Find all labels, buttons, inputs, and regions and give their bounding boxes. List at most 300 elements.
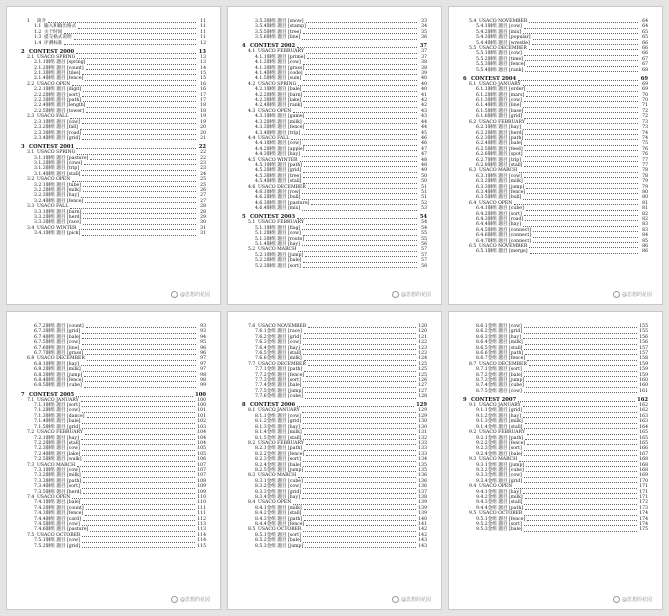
toc-entry-title: 铜组 题目 [cow] bbox=[45, 446, 80, 452]
toc-dot-leader bbox=[303, 417, 416, 418]
toc-dot-leader bbox=[303, 493, 416, 494]
toc-entry-title: USACO JANUARY bbox=[258, 408, 300, 414]
toc-entry-number: 6.2.4 bbox=[476, 141, 488, 147]
toc-entry-title: 铜组 题目 [count] bbox=[45, 505, 84, 511]
toc-entry-title: 铜组 题目 [grass] bbox=[45, 351, 84, 357]
toc-entry-title: 金组 题目 [fence] bbox=[487, 440, 526, 446]
toc-entry-page-number: 77 bbox=[642, 162, 648, 168]
toc-dot-leader bbox=[308, 327, 416, 328]
toc-dot-leader bbox=[525, 344, 638, 345]
toc-dot-leader bbox=[83, 101, 196, 102]
toc-dot-leader bbox=[70, 208, 196, 209]
toc-entry-title: 铜组 题目 [milk] bbox=[266, 119, 302, 125]
toc-entry-title: 铜组 题目 [bale] bbox=[487, 141, 523, 147]
toc-dot-leader bbox=[525, 423, 638, 424]
toc-entry-title: 铜组 题目 [connect] bbox=[487, 233, 531, 239]
toc-dot-leader bbox=[83, 477, 196, 478]
toc-dot-leader bbox=[303, 387, 416, 388]
toc-dot-leader bbox=[303, 101, 417, 102]
toc-entry-number: 7.5.2 bbox=[34, 543, 46, 549]
toc-entry-title: USACO MARCH bbox=[479, 168, 518, 174]
toc-entry-number: 8.4.4 bbox=[255, 522, 267, 528]
toc-dot-leader bbox=[524, 28, 638, 29]
toc-dot-leader bbox=[527, 434, 637, 435]
toc-entry-number: 9.4.2 bbox=[476, 494, 488, 500]
toc-entry-title: 铜组 题目 [route] bbox=[266, 236, 305, 242]
toc-dot-leader bbox=[85, 515, 195, 516]
toc-entry-page-number: 78 bbox=[642, 173, 648, 179]
toc-entry-page-number: 20 bbox=[200, 130, 206, 136]
toc-entry-page-number: 72 bbox=[642, 108, 648, 114]
toc-dot-leader bbox=[311, 204, 417, 205]
toc-entry-page-number: 20 bbox=[200, 125, 206, 131]
toc-subsection-entry[interactable] bbox=[242, 206, 427, 211]
toc-entry-number: 8 bbox=[242, 402, 246, 409]
toc-entry-title: 铜组 题目 [sort] bbox=[45, 484, 80, 490]
toc-entry-page-number: 16 bbox=[200, 81, 206, 87]
toc-entry-page-number: 69 bbox=[642, 87, 648, 93]
toc-entry-title: 铜组 题目 [merge] bbox=[487, 249, 528, 255]
toc-entry-page-number: 160 bbox=[639, 383, 648, 389]
toc-entry-number: 7.6 bbox=[248, 324, 256, 329]
toc-entry-page-number: 125 bbox=[418, 361, 427, 367]
toc-entry-title: 铜组 题目 [rank] bbox=[266, 103, 303, 109]
toc-entry-page-number: 136 bbox=[418, 478, 427, 484]
toc-entry-title: 铜组 题目 [row] bbox=[266, 189, 301, 195]
toc-entry-page-number: 44 bbox=[421, 119, 427, 125]
toc-entry-title: 铜组 题目 [flag] bbox=[266, 225, 301, 231]
toc-entry-page-number: 107 bbox=[197, 462, 206, 468]
toc-dot-leader bbox=[79, 229, 196, 230]
toc-subsection-entry[interactable] bbox=[463, 527, 648, 532]
toc-entry-number: 8.7.3 bbox=[476, 378, 488, 384]
toc-entry-number: 4.1.1 bbox=[255, 54, 267, 60]
toc-entry-page-number: 133 bbox=[418, 440, 427, 446]
toc-entry-title: 金组 题目 [fence] bbox=[266, 522, 305, 528]
toc-entry-page-number: 113 bbox=[197, 527, 206, 533]
toc-dot-leader bbox=[525, 60, 638, 61]
toc-entry-page-number: 31 bbox=[200, 225, 206, 231]
toc-dot-leader bbox=[526, 387, 637, 388]
toc-entry-page-number: 126 bbox=[418, 378, 427, 384]
toc-subsection-entry[interactable] bbox=[242, 35, 427, 40]
toc-entry-page-number: 136 bbox=[418, 473, 427, 479]
toc-entry-number: 6.4.4 bbox=[476, 222, 488, 228]
toc-entry-page-number: 72 bbox=[642, 114, 648, 120]
toc-entry-title: USACO OPEN bbox=[479, 484, 513, 490]
toc-dot-leader bbox=[85, 80, 196, 81]
toc-entry-page-number: 108 bbox=[197, 478, 206, 484]
toc-dot-leader bbox=[77, 58, 196, 59]
toc-entry-number: 6.3.4 bbox=[476, 189, 488, 195]
toc-dot-leader bbox=[308, 365, 416, 366]
toc-entry-number: 7.6.5 bbox=[255, 351, 267, 357]
toc-dot-leader bbox=[530, 253, 638, 254]
toc-entry-page-number: 139 bbox=[418, 500, 427, 506]
toc-dot-leader bbox=[86, 69, 196, 70]
toc-entry-number: 8.1.3 bbox=[255, 424, 267, 430]
toc-entry-number: 8.2.4 bbox=[255, 462, 267, 468]
toc-subsection-entry[interactable] bbox=[21, 41, 206, 46]
toc-entry-page-number: 161 bbox=[639, 388, 648, 394]
toc-subsection-entry[interactable] bbox=[21, 231, 206, 236]
toc-entry-number: 8.5 bbox=[248, 527, 256, 533]
toc-entry-number: 4.4 bbox=[248, 135, 256, 141]
toc-entry-title: 金组 题目 [grid] bbox=[266, 334, 302, 340]
toc-entry-page-number: 112 bbox=[197, 516, 206, 522]
toc-dot-leader bbox=[87, 107, 196, 108]
toc-subsection-entry[interactable] bbox=[463, 68, 648, 73]
toc-entry-number: 9.4.4 bbox=[476, 505, 488, 511]
toc-entry-number: 5.5 bbox=[469, 46, 477, 52]
toc-entry-number: 8.5.2 bbox=[255, 538, 267, 544]
toc-dot-leader bbox=[83, 482, 195, 483]
toc-entry-number: 8.5.3 bbox=[255, 543, 267, 549]
toc-entry-title: 铜组 题目 [fall] bbox=[45, 125, 78, 131]
toc-dot-leader bbox=[82, 536, 195, 537]
toc-entry-title: 铜组 题目 [milk] bbox=[487, 179, 523, 185]
toc-entry-number: 7.7.3 bbox=[255, 378, 267, 384]
toc-dot-leader bbox=[82, 333, 196, 334]
toc-entry-page-number: 129 bbox=[418, 413, 427, 419]
toc-entry-page-number: 133 bbox=[418, 446, 427, 452]
toc-entry-number: 7.7.2 bbox=[255, 372, 267, 378]
toc-entry-title: 金组 题目 [hay] bbox=[487, 413, 521, 419]
toc-dot-leader bbox=[306, 444, 416, 445]
toc-dot-leader bbox=[527, 520, 637, 521]
toc-entry-number: 8.2.1 bbox=[255, 446, 267, 452]
toc-entry-title: 金组 题目 [jump] bbox=[487, 462, 525, 468]
toc-dot-leader bbox=[85, 202, 196, 203]
toc-entry-number: 3.3.1 bbox=[34, 209, 46, 215]
toc-entry-title: USACO OCTOBER bbox=[258, 527, 302, 533]
toc-entry-number: 7.6.1 bbox=[255, 329, 267, 335]
toc-entry-page-number: 158 bbox=[639, 356, 648, 362]
toc-entry-page-number: 19 bbox=[200, 114, 206, 120]
toc-dot-leader bbox=[303, 542, 416, 543]
toc-entry-title: 铜组 题目 [spring] bbox=[45, 60, 86, 66]
toc-dot-leader bbox=[302, 229, 417, 230]
toc-entry-page-number: 38 bbox=[421, 60, 427, 66]
toc-entry-page-number: 110 bbox=[197, 494, 206, 500]
toc-entry-title: 金组 题目 [cube] bbox=[487, 383, 524, 389]
toc-entry-title: 铜组 题目 [path] bbox=[45, 98, 82, 104]
toc-dot-leader bbox=[525, 509, 637, 510]
toc-list bbox=[463, 19, 648, 255]
toc-entry-title: 金组 题目 [cube] bbox=[266, 394, 303, 400]
toc-entry-title: 铜组 题目 [cow] bbox=[266, 141, 301, 147]
toc-entry-page-number: 57 bbox=[421, 252, 427, 258]
toc-dot-leader bbox=[305, 74, 417, 75]
toc-entry-title: 铜组 题目 [trip] bbox=[266, 130, 301, 136]
toc-dot-leader bbox=[86, 327, 196, 328]
toc-entry-number: 2.3.1 bbox=[34, 119, 46, 125]
toc-entry-page-number: 157 bbox=[639, 351, 648, 357]
toc-dot-leader bbox=[518, 401, 635, 402]
toc-dot-leader bbox=[523, 338, 637, 339]
toc-dot-leader bbox=[303, 423, 416, 424]
toc-entry-number: 5.4.3 bbox=[476, 35, 488, 41]
toc-entry-number: 3.2.4 bbox=[34, 198, 46, 204]
toc-entry-number: 9.1.1 bbox=[476, 408, 488, 414]
toc-entry-page-number: 100 bbox=[197, 403, 206, 409]
toc-entry-title: 金组 题目 [fence] bbox=[266, 451, 305, 457]
toc-entry-page-number: 130 bbox=[418, 419, 427, 425]
toc-entry-title: 铜组 题目 [sort] bbox=[266, 263, 301, 269]
toc-entry-number: 5.2.1 bbox=[255, 252, 267, 258]
toc-entry-title: 铜组 题目 [barn] bbox=[45, 209, 82, 215]
toc-dot-leader bbox=[90, 159, 196, 160]
toc-entry-title: 铜组 题目 [cow] bbox=[45, 408, 80, 414]
toc-entry-number: 7 bbox=[21, 391, 25, 398]
toc-subsection-entry[interactable] bbox=[21, 383, 206, 388]
toc-entry-title: 铜组 题目 [count] bbox=[45, 65, 84, 71]
toc-entry-title: 铜组 题目 [lake] bbox=[266, 98, 302, 104]
toc-entry-number: 3.5.6 bbox=[255, 35, 267, 41]
toc-entry-title: 铜组 题目 [pasture] bbox=[45, 155, 89, 161]
toc-entry-title: USACO NOVEMBER bbox=[479, 244, 528, 250]
toc-entry-number: 8.1.2 bbox=[255, 419, 267, 425]
toc-entry-number: 7.7.4 bbox=[255, 383, 267, 389]
toc-entry-page-number: 13 bbox=[198, 48, 206, 55]
toc-entry-number: 2.2.4 bbox=[34, 103, 46, 109]
toc-entry-title: 铜组 题目 [bale] bbox=[45, 334, 81, 340]
toc-entry-page-number: 79 bbox=[642, 179, 648, 185]
toc-entry-number: 1.3 bbox=[34, 35, 42, 41]
watermark-logo-icon bbox=[392, 291, 399, 298]
toc-entry-page-number: 40 bbox=[421, 76, 427, 82]
toc-dot-leader bbox=[525, 134, 638, 135]
toc-entry-title: 铜组 题目 [path] bbox=[266, 162, 303, 168]
toc-dot-leader bbox=[303, 145, 417, 146]
toc-dot-leader bbox=[85, 354, 196, 355]
toc-entry-number: 4.4.3 bbox=[255, 152, 267, 158]
toc-entry-page-number: 43 bbox=[421, 108, 427, 114]
toc-entry-page-number: 22 bbox=[198, 144, 206, 151]
toc-entry-page-number: 163 bbox=[639, 419, 648, 425]
toc-entry-page-number: 42 bbox=[421, 103, 427, 109]
toc-entry-title: 铜组 题目 [bull] bbox=[487, 195, 522, 201]
toc-entry-number: 8.6.4 bbox=[476, 340, 488, 346]
toc-entry-page-number: 124 bbox=[418, 356, 427, 362]
toc-entry-page-number: 107 bbox=[197, 473, 206, 479]
toc-entry-number: 9.2.2 bbox=[476, 440, 488, 446]
toc-subsection-entry[interactable] bbox=[463, 389, 648, 394]
toc-entry-title: 铜组 题目 [connect] bbox=[487, 238, 531, 244]
toc-entry-page-number: 98 bbox=[200, 378, 206, 384]
toc-entry-page-number: 51 bbox=[421, 184, 427, 190]
toc-dot-leader bbox=[523, 199, 638, 200]
toc-dot-leader bbox=[80, 129, 196, 130]
toc-entry-number: 7.4.5 bbox=[34, 522, 46, 528]
toc-entry-number: 8.6.1 bbox=[476, 324, 488, 329]
toc-dot-leader bbox=[527, 444, 637, 445]
toc-entry-number: 8.3.1 bbox=[255, 478, 267, 484]
toc-entry-page-number: 103 bbox=[197, 424, 206, 430]
toc-dot-leader bbox=[524, 215, 638, 216]
toc-page-5 bbox=[227, 311, 442, 610]
toc-entry-title: USACO DECEMBER bbox=[37, 356, 85, 362]
toc-dot-leader bbox=[529, 247, 638, 248]
toc-dot-leader bbox=[82, 412, 195, 413]
toc-entry-number: 6.7.4 bbox=[34, 334, 46, 340]
toc-entry-page-number: 174 bbox=[639, 522, 648, 528]
toc-entry-title: 铜组 题目 [milk] bbox=[45, 187, 81, 193]
toc-entry-title: 铜组 题目 [grid] bbox=[266, 168, 302, 174]
toc-entry-number: 9 bbox=[463, 397, 467, 404]
toc-page-6 bbox=[448, 311, 663, 610]
toc-entry-number: 6.7.2 bbox=[34, 324, 46, 329]
watermark bbox=[613, 291, 652, 298]
toc-entry-page-number: 164 bbox=[639, 424, 648, 430]
toc-entry-number: 8.1.5 bbox=[255, 435, 267, 441]
toc-entry-title: 铜组 题目 [trip] bbox=[487, 157, 522, 163]
toc-dot-leader bbox=[303, 461, 416, 462]
toc-entry-page-number: 18 bbox=[200, 103, 206, 109]
toc-entry-number: 8.7.1 bbox=[476, 367, 488, 373]
toc-entry-title: 金组 题目 [hay] bbox=[266, 494, 300, 500]
toc-entry-page-number: 133 bbox=[418, 451, 427, 457]
toc-entry-title: 铜组 题目 [mix] bbox=[266, 206, 300, 212]
toc-dot-leader bbox=[83, 493, 195, 494]
toc-entry-title: 铜组 题目 [bull] bbox=[266, 195, 301, 201]
toc-dot-leader bbox=[303, 488, 416, 489]
toc-entry-number: 4.2.1 bbox=[255, 87, 267, 93]
toc-entry-number: 2.3 bbox=[27, 114, 35, 120]
toc-entry-number: 9.1.3 bbox=[476, 419, 488, 425]
toc-entry-number: 2.1.4 bbox=[34, 76, 46, 82]
toc-entry-page-number: 120 bbox=[418, 324, 427, 329]
toc-entry-page-number: 127 bbox=[418, 388, 427, 394]
watermark bbox=[171, 291, 210, 298]
toc-entry-page-number: 121 bbox=[418, 334, 427, 340]
watermark-logo-icon bbox=[171, 291, 178, 298]
toc-dot-leader bbox=[293, 504, 416, 505]
toc-dot-leader bbox=[86, 509, 196, 510]
toc-dot-leader bbox=[72, 181, 196, 182]
toc-entry-page-number: 66 bbox=[642, 51, 648, 57]
toc-subsection-entry[interactable] bbox=[21, 136, 206, 141]
toc-entry-title: 金组 题目 [path] bbox=[266, 367, 303, 373]
toc-entry-title: USACO SPRING bbox=[37, 150, 76, 156]
toc-entry-page-number: 168 bbox=[639, 457, 648, 463]
toc-entry-title: USACO OCTOBER bbox=[479, 511, 523, 517]
toc-entry-page-number: 11 bbox=[200, 19, 206, 24]
toc-dot-leader bbox=[525, 498, 638, 499]
toc-entry-title: USACO WINTER bbox=[258, 157, 298, 163]
toc-entry-title: 铜组 题目 [length] bbox=[45, 103, 86, 109]
toc-dot-leader bbox=[302, 156, 417, 157]
toc-entry-page-number: 114 bbox=[197, 538, 206, 544]
toc-dot-leader bbox=[291, 139, 417, 140]
toc-entry-number: 9.3.4 bbox=[476, 478, 488, 484]
toc-entry-number: 9.4 bbox=[469, 484, 477, 490]
toc-entry-page-number: 77 bbox=[642, 157, 648, 163]
toc-dot-leader bbox=[64, 44, 196, 45]
toc-entry-title: 金组 题目 [sort] bbox=[266, 457, 301, 463]
toc-entry-title: 铜组 题目 [prime] bbox=[266, 54, 306, 60]
toc-entry-title: USACO DECEMBER bbox=[479, 46, 527, 52]
toc-dot-leader bbox=[64, 33, 196, 34]
toc-entry-page-number: 40 bbox=[421, 87, 427, 93]
toc-dot-leader bbox=[298, 477, 416, 478]
toc-entry-title: 铜组 题目 [pasture] bbox=[45, 527, 89, 533]
toc-entry-title: USACO DECEMBER bbox=[258, 361, 306, 367]
toc-dot-leader bbox=[523, 406, 638, 407]
toc-entry-number: 9.5.1 bbox=[476, 516, 488, 522]
toc-entry-page-number: 159 bbox=[639, 372, 648, 378]
toc-entry-title: 金组 题目 [sort] bbox=[266, 378, 301, 384]
toc-entry-page-number: 105 bbox=[197, 451, 206, 457]
toc-subsection-entry[interactable] bbox=[242, 394, 427, 399]
toc-dot-leader bbox=[70, 118, 196, 119]
toc-entry-number: 9.3 bbox=[469, 457, 477, 463]
toc-dot-leader bbox=[83, 91, 196, 92]
toc-entry-title: 铜组 题目 [cow] bbox=[45, 467, 80, 473]
toc-entry-number: 8.3.4 bbox=[255, 494, 267, 500]
toc-entry-number: 3.1.4 bbox=[34, 171, 46, 177]
toc-entry-number: 7.4.3 bbox=[34, 511, 46, 517]
toc-entry-page-number: 100 bbox=[197, 397, 206, 403]
toc-entry-title: 金组 题目 [path] bbox=[487, 435, 524, 441]
toc-dot-leader bbox=[304, 123, 417, 124]
toc-entry-number: 5.1.1 bbox=[255, 225, 267, 231]
toc-dot-leader bbox=[72, 498, 195, 499]
toc-entry-title: 铜组 题目 [path] bbox=[487, 135, 524, 141]
toc-entry-title: USACO MARCH bbox=[37, 462, 76, 468]
toc-entry-page-number: 23 bbox=[200, 160, 206, 166]
toc-entry-page-number: 135 bbox=[418, 467, 427, 473]
toc-entry-number: 3.3.2 bbox=[34, 215, 46, 220]
toc-entry-title: 铜组 题目 [sort] bbox=[45, 92, 80, 98]
toc-subsection-entry[interactable] bbox=[242, 544, 427, 549]
toc-entry-page-number: 52 bbox=[421, 200, 427, 206]
toc-dot-leader bbox=[82, 504, 195, 505]
toc-dot-leader bbox=[87, 64, 196, 65]
toc-entry-page-number: 99 bbox=[200, 383, 206, 389]
toc-entry-title: 铜组 题目 [lake] bbox=[45, 451, 81, 457]
toc-dot-leader bbox=[82, 175, 196, 176]
toc-entry-page-number: 51 bbox=[421, 195, 427, 201]
toc-dot-leader bbox=[533, 237, 638, 238]
toc-entry-page-number: 96 bbox=[200, 351, 206, 357]
toc-entry-page-number: 162 bbox=[639, 403, 648, 409]
toc-page-4 bbox=[6, 311, 221, 610]
toc-subsection-entry[interactable] bbox=[21, 544, 206, 549]
toc-entry-number: 6.3.1 bbox=[476, 173, 488, 179]
toc-entry-page-number: 13 bbox=[200, 60, 206, 66]
toc-dot-leader bbox=[82, 525, 195, 526]
toc-entry-number: 7.5.1 bbox=[34, 538, 46, 544]
toc-entry-title: 金组 题目 [milk] bbox=[266, 430, 302, 436]
toc-entry-title: 金组 题目 [hay] bbox=[487, 334, 521, 340]
toc-entry-title: 铜组 题目 [milk] bbox=[45, 473, 81, 479]
toc-entry-number: 7.2.5 bbox=[34, 457, 46, 463]
toc-entry-title: USACO OPEN bbox=[479, 200, 513, 206]
toc-entry-page-number: 168 bbox=[639, 467, 648, 473]
toc-entry-number: 7.6.6 bbox=[255, 356, 267, 362]
toc-entry-page-number: 165 bbox=[639, 430, 648, 436]
toc-subsection-entry[interactable] bbox=[242, 264, 427, 269]
watermark-text: @思想的花园 bbox=[179, 597, 210, 603]
toc-entry-page-number: 159 bbox=[639, 367, 648, 373]
toc-subsection-entry[interactable] bbox=[463, 249, 648, 254]
toc-entry-number: 8.4.3 bbox=[255, 516, 267, 522]
toc-dot-leader bbox=[82, 547, 195, 548]
toc-entry-title: 金组 题目 [milk] bbox=[487, 419, 523, 425]
toc-entry-title: USACO FEBRUARY bbox=[258, 220, 304, 226]
toc-entry-page-number: 46 bbox=[421, 135, 427, 141]
